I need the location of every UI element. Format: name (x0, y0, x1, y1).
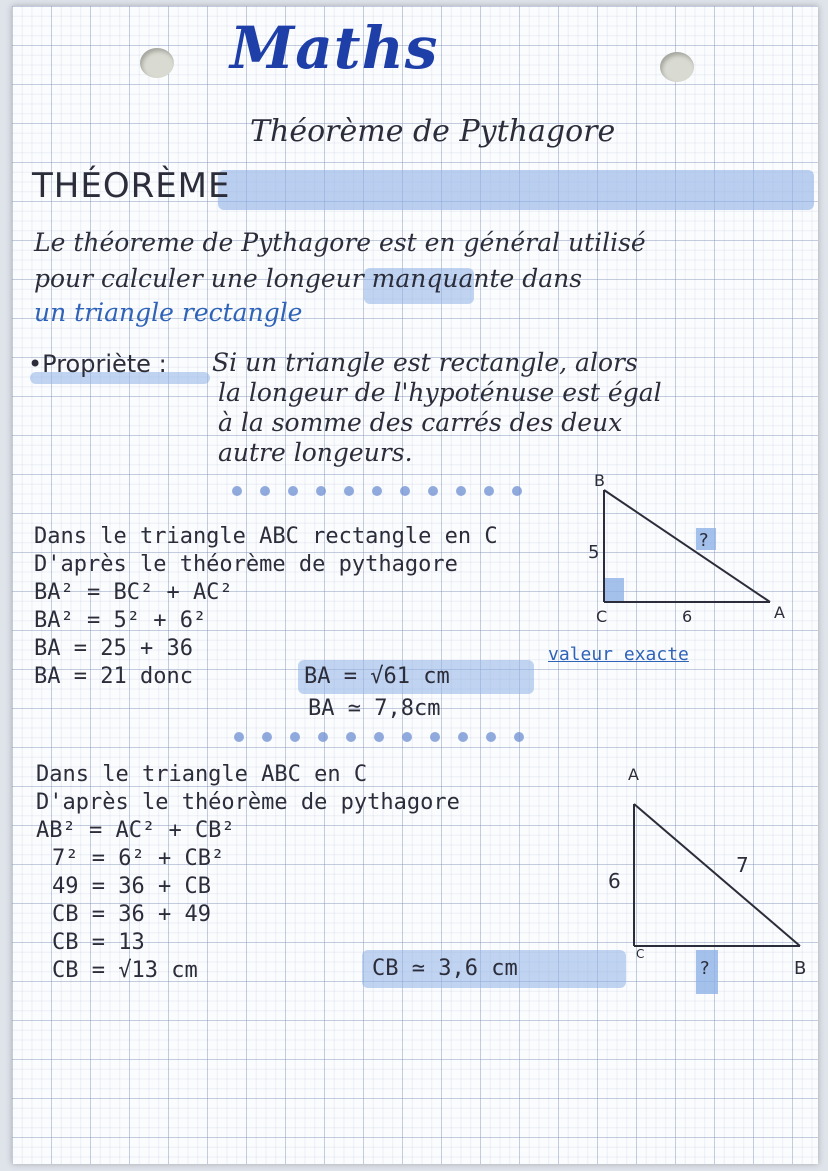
side-label-hypotenuse: ? (699, 530, 709, 551)
theorem-line-3: un triangle rectangle (34, 298, 303, 327)
dot (262, 732, 272, 742)
page-title: Maths (230, 14, 439, 82)
punch-hole (660, 52, 694, 82)
property-line-4: autre longeurs. (218, 438, 413, 467)
example1-line-2: D'après le théorème de pythagore (34, 552, 458, 577)
example2-line-2: D'après le théorème de pythagore (36, 790, 460, 815)
dot (288, 486, 298, 496)
example1-result-exact: BA = √61 cm (304, 664, 450, 689)
dot (456, 486, 466, 496)
example2-result-approx: CB ≃ 3,6 cm (372, 956, 518, 981)
side-label-vertical: 6 (608, 869, 621, 893)
dot (428, 486, 438, 496)
example2-line-4: 7² = 6² + CB² (52, 846, 225, 871)
theorem-line-2: pour calculer une longeur manquante dans (34, 264, 583, 293)
dot (318, 732, 328, 742)
side-ab (634, 804, 800, 946)
vertex-label-right-angle: C (636, 947, 645, 961)
vertex-label-top: A (628, 765, 639, 784)
dot (232, 486, 242, 496)
dot (402, 732, 412, 742)
side-label-horizontal: 6 (682, 607, 693, 626)
vertex-label-right: B (794, 958, 807, 979)
right-angle-marker (604, 578, 624, 602)
property-label: •Propriète : (28, 350, 167, 378)
example1-line-6: BA = 21 donc (34, 664, 193, 689)
example2-line-7: CB = 13 (52, 930, 145, 955)
example2-line-5: 49 = 36 + CB (52, 874, 211, 899)
dot (234, 732, 244, 742)
example1-line-1: Dans le triangle ABC rectangle en C (34, 524, 498, 549)
example2-line-8: CB = √13 cm (52, 958, 198, 983)
example1-result-approx: BA ≃ 7,8cm (308, 696, 441, 721)
example1-note: valeur exacte (548, 644, 689, 665)
example1-line-3: BA² = BC² + AC² (34, 580, 233, 605)
dot (374, 732, 384, 742)
page-subtitle: Théorème de Pythagore (250, 114, 616, 149)
dot (486, 732, 496, 742)
side-label-hypotenuse: 7 (736, 853, 749, 877)
example2-line-6: CB = 36 + 49 (52, 902, 211, 927)
dot-separator (232, 486, 522, 496)
dot (512, 486, 522, 496)
dot (372, 486, 382, 496)
triangle-figure-2 (592, 762, 816, 1012)
punch-hole (140, 48, 174, 78)
heading-highlight-bar (218, 170, 814, 210)
dot-separator (234, 732, 524, 742)
dot (260, 486, 270, 496)
dot (316, 486, 326, 496)
notebook-page (12, 6, 818, 1164)
dot (346, 732, 356, 742)
side-label-horizontal: ? (700, 958, 710, 979)
example2-line-1: Dans le triangle ABC en C (36, 762, 368, 787)
theorem-heading: THÉORÈME (32, 166, 231, 206)
dot (400, 486, 410, 496)
dot (430, 732, 440, 742)
property-line-1: Si un triangle est rectangle, alors (212, 348, 638, 377)
dot (458, 732, 468, 742)
example2-line-3: AB² = AC² + CB² (36, 818, 235, 843)
property-line-3: à la somme des carrés des deux (218, 408, 623, 437)
vertex-label-right-angle: C (596, 607, 608, 626)
example1-line-4: BA² = 5² + 6² (34, 608, 207, 633)
vertex-label-right: A (774, 603, 785, 622)
vertex-label-top: B (594, 471, 605, 490)
triangle-figure-1 (562, 468, 802, 628)
theorem-line-1: Le théoreme de Pythagore est en général utilisé (34, 228, 646, 257)
dot (514, 732, 524, 742)
dot (290, 732, 300, 742)
dot (484, 486, 494, 496)
side-ba (604, 490, 770, 602)
side-label-vertical: 5 (588, 542, 600, 563)
example1-line-5: BA = 25 + 36 (34, 636, 193, 661)
property-line-2: la longeur de l'hypoténuse est égal (218, 378, 662, 407)
dot (344, 486, 354, 496)
